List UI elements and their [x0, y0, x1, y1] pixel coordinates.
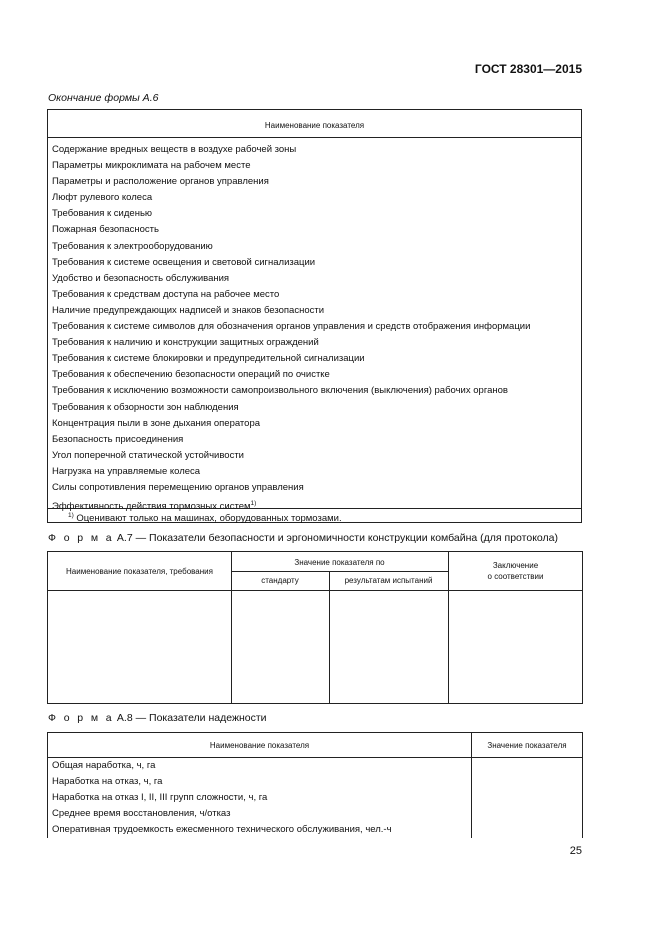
table-row: Люфт рулевого колеса: [52, 192, 153, 204]
col-value-header: Значение показателя: [487, 741, 567, 750]
table-row: Общая наработка, ч, га: [52, 760, 156, 771]
col-name-header: Наименование показателя: [209, 741, 310, 750]
form-label: Ф о р м а: [48, 532, 114, 544]
table-row: Требования к наличию и конструкции защитных ограждений: [52, 337, 319, 349]
page-number: 25: [569, 845, 582, 857]
table-row: Среднее время восстановления, ч/отказ: [52, 808, 231, 819]
table-row: Наличие предупреждающих надписей и знаков безопасности: [52, 304, 325, 316]
form-a7-table: [47, 551, 583, 704]
table-row: Нагрузка на управляемые колеса: [52, 465, 201, 477]
table-row: Силы сопротивления перемещению органов управления: [52, 481, 304, 493]
table-row: Требования к обеспечению безопасности операций по очистке: [52, 369, 330, 381]
form-a7-caption: [48, 532, 558, 544]
footnote-ref: 1): [250, 500, 257, 508]
col-name-header: Наименование показателя, требования: [66, 567, 213, 576]
table-row: Безопасность присоединения: [52, 433, 184, 445]
table-row: Требования к сиденью: [52, 208, 153, 220]
table-row: Требования к системе символов для обозначения органов управления и средств отображения информации: [52, 321, 531, 333]
row-label: Эффективность действия тормозных систем: [52, 501, 251, 513]
table-row: Оперативная трудоемкость ежесменного технического обслуживания, чел.-ч: [52, 824, 392, 835]
table-row: Требования к исключению возможности самопроизвольного включения (выключения) рабочих органов: [52, 385, 508, 397]
table-row: Удобство и безопасность обслуживания: [52, 272, 230, 284]
form-number: А.8: [114, 712, 133, 724]
col-conclusion-header: [448, 560, 583, 582]
form-title: — Показатели безопасности и эргономичности конструкции комбайна (для протокола): [132, 532, 558, 544]
table-row: Требования к системе блокировки и предупредительной сигнализации: [52, 353, 365, 365]
table-row: Требования к средствам доступа на рабочее место: [52, 288, 280, 300]
form-a6-table: [47, 109, 582, 523]
form-a8-caption: [48, 712, 267, 724]
table-row: Требования к обзорности зон наблюдения: [52, 401, 239, 413]
form-number: А.7: [114, 532, 133, 544]
table-row: Угол поперечной статической устойчивости: [52, 449, 244, 461]
form-a6-caption: Окончание формы А.6: [48, 92, 159, 104]
table-row: Пожарная безопасность: [52, 224, 159, 236]
col-standard-header: стандарту: [261, 576, 299, 585]
footnote-mark: 1): [68, 512, 74, 519]
table-row: Требования к системе освещения и световой сигнализации: [52, 256, 316, 268]
footnote: [48, 508, 581, 526]
table-row: Параметры и расположение органов управления: [52, 176, 269, 188]
table-row: Содержание вредных веществ в воздухе рабочей зоны: [52, 144, 297, 155]
form-title: — Показатели надежности: [132, 712, 267, 724]
table-row: Концентрация пыли в зоне дыхания оператора: [52, 417, 261, 429]
table-row: Наработка на отказ I, II, III групп сложности, ч, га: [52, 792, 268, 803]
table-row: Наработка на отказ, ч, га: [52, 776, 163, 787]
standard-number: ГОСТ 28301—2015: [474, 62, 582, 76]
footnote-text: Оценивают только на машинах, оборудованных тормозами.: [73, 513, 342, 525]
form-a8-table: [47, 732, 583, 838]
form-label: Ф о р м а: [48, 712, 114, 724]
form-a6-column-header: Наименование показателя: [48, 110, 581, 138]
col-results-header: результатам испытаний: [344, 576, 433, 585]
col-conclusion-line2: о соответствии: [487, 572, 544, 581]
table-row: Требования к электрооборудованию: [52, 240, 213, 252]
table-row: Параметры микроклимата на рабочем месте: [52, 160, 251, 172]
col-value-header: Значение показателя по: [294, 558, 385, 567]
col-conclusion-line1: Заключение: [492, 561, 539, 570]
